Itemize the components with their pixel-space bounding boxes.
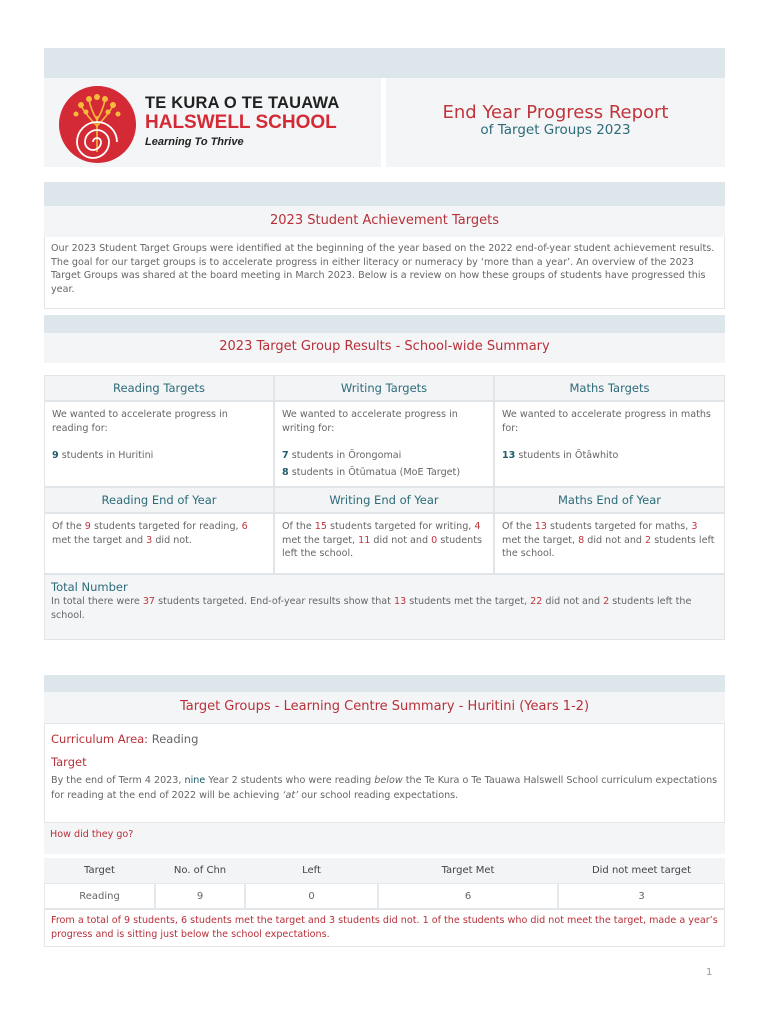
- text: Of the: [502, 521, 535, 532]
- curriculum-label: Curriculum Area:: [51, 732, 149, 746]
- table-header-cell: Target Met: [378, 858, 558, 883]
- table-header-cell: Left: [245, 858, 378, 883]
- school-name: HALSWELL SCHOOL: [145, 112, 337, 133]
- emphasis: nine: [184, 775, 206, 786]
- reading-targets-cell: [44, 401, 274, 487]
- text: In total there were: [51, 596, 143, 607]
- count: 8: [578, 534, 585, 546]
- school-logo-icon: [59, 86, 136, 163]
- text: Of the: [282, 521, 315, 532]
- school-name-maori: TE KURA O TE TAUAWA: [145, 94, 340, 112]
- reading-targets-intro: We wanted to accelerate progress in reading for:: [52, 409, 228, 434]
- reading-eoy-header: Reading End of Year: [44, 487, 274, 513]
- table-cell: 9: [155, 883, 245, 909]
- text: did not.: [152, 534, 192, 546]
- group-text: students in Ōtūmatua (MoE Target): [288, 466, 461, 478]
- count: 2: [645, 534, 652, 546]
- total-number-box: [44, 574, 725, 640]
- how-did-they-go: How did they go?: [44, 823, 725, 854]
- count: 9: [52, 450, 59, 461]
- count: 3: [691, 521, 698, 532]
- reading-targets-header: Reading Targets: [44, 375, 274, 401]
- text: students targeted for writing,: [327, 521, 475, 532]
- text: By the end of Term 4 2023,: [51, 775, 185, 786]
- group-text: students in Ōtāwhito: [515, 450, 619, 461]
- learning-centre-box: [44, 723, 725, 823]
- count: 0: [431, 534, 438, 546]
- table-cell: 3: [558, 883, 725, 909]
- group-text: students in Ōrongomai: [288, 450, 402, 461]
- count: 13: [534, 521, 547, 532]
- text: Year 2 students who were reading: [205, 775, 375, 786]
- writing-targets-cell: [274, 401, 494, 487]
- count: 9: [84, 521, 91, 532]
- count: 8: [282, 466, 289, 478]
- maths-targets-intro: We wanted to accelerate progress in maths for:: [502, 409, 711, 434]
- section-band: [44, 675, 725, 692]
- text: the Te Kura o Te Tauawa Halswell School curriculum expectations for reading at the end of 2022 will be achieving: [51, 775, 718, 801]
- maths-targets-cell: [494, 401, 725, 487]
- count: 2: [603, 596, 610, 607]
- report-subtitle: of Target Groups 2023: [480, 122, 631, 138]
- text: students targeted for maths,: [547, 521, 692, 532]
- count: 3: [146, 534, 153, 546]
- reading-eoy-cell: [44, 513, 274, 574]
- text: met the target,: [502, 534, 579, 546]
- title-panel: [386, 78, 725, 167]
- section-band: [44, 315, 725, 333]
- report-title: End Year Progress Report: [442, 102, 669, 123]
- count: 6: [241, 521, 248, 532]
- section-title-learning-centre: Target Groups - Learning Centre Summary - Huritini (Years 1-2): [44, 692, 725, 723]
- curriculum-area: [51, 732, 718, 746]
- writing-eoy-cell: [274, 513, 494, 574]
- maths-targets-header: Maths Targets: [494, 375, 725, 401]
- text: students met the target,: [406, 596, 531, 607]
- writing-eoy-header: Writing End of Year: [274, 487, 494, 513]
- text: did not and: [584, 534, 646, 546]
- text: students left the school.: [51, 596, 692, 621]
- text: met the target,: [282, 534, 359, 546]
- maths-eoy-header: Maths End of Year: [494, 487, 725, 513]
- school-motto: Learning To Thrive: [145, 136, 244, 148]
- section-title-summary: 2023 Target Group Results - School-wide Summary: [44, 333, 725, 363]
- target-text: [51, 773, 718, 803]
- table-header-cell: Target: [44, 858, 155, 883]
- section-title-targets: 2023 Student Achievement Targets: [44, 206, 725, 237]
- writing-targets-header: Writing Targets: [274, 375, 494, 401]
- emphasis: ‘at’: [282, 790, 299, 801]
- header-band: [44, 48, 725, 78]
- text: students targeted for reading,: [90, 521, 242, 532]
- text: students targeted. End-of-year results show that: [155, 596, 394, 607]
- table-header-cell: No. of Chn: [155, 858, 245, 883]
- count: 37: [142, 596, 156, 607]
- writing-targets-intro: We wanted to accelerate progress in writing for:: [282, 409, 458, 434]
- logo-panel: [44, 78, 381, 167]
- text: did not and: [542, 596, 604, 607]
- count: 13: [502, 450, 516, 461]
- maths-eoy-cell: [494, 513, 725, 574]
- count: 7: [282, 450, 289, 461]
- count: 22: [530, 596, 543, 607]
- curriculum-value: Reading: [148, 732, 199, 746]
- count: 11: [358, 534, 371, 546]
- table-cell: 0: [245, 883, 378, 909]
- text: met the target and: [52, 534, 147, 546]
- total-number-text: [51, 595, 718, 622]
- text: students left the school.: [282, 534, 482, 559]
- target-heading: Target: [51, 755, 87, 769]
- table-cell: 6: [378, 883, 558, 909]
- table-cell: Reading: [44, 883, 155, 909]
- text: Of the: [52, 521, 85, 532]
- text: our school reading expectations.: [298, 790, 459, 801]
- count: 4: [474, 521, 481, 532]
- table-header-cell: Did not meet target: [558, 858, 725, 883]
- intro-paragraph: Our 2023 Student Target Groups were identified at the beginning of the year based on the 2022 end-of-year student achievement results. The goal for our target groups is to accelerate progress in either literacy or numeracy by ‘more than a year’. An overview of the 2023 Target Groups was shared at the board meeting in March 2023. Below is a review on how these groups of students have progressed this year.: [44, 237, 725, 309]
- count: 15: [314, 521, 327, 532]
- count: 13: [393, 596, 407, 607]
- results-note: From a total of 9 students, 6 students met the target and 3 students did not. 1 of the students who did not meet the target, made a year’s progress and is sitting just below the school expectations.: [44, 909, 725, 947]
- page-number: 1: [706, 967, 713, 978]
- group-text: students in Huritini: [58, 450, 154, 461]
- text: students left the school.: [502, 534, 715, 559]
- section-band: [44, 182, 725, 206]
- total-number-heading: Total Number: [51, 580, 128, 594]
- text: did not and: [370, 534, 432, 546]
- emphasis: below: [374, 775, 403, 786]
